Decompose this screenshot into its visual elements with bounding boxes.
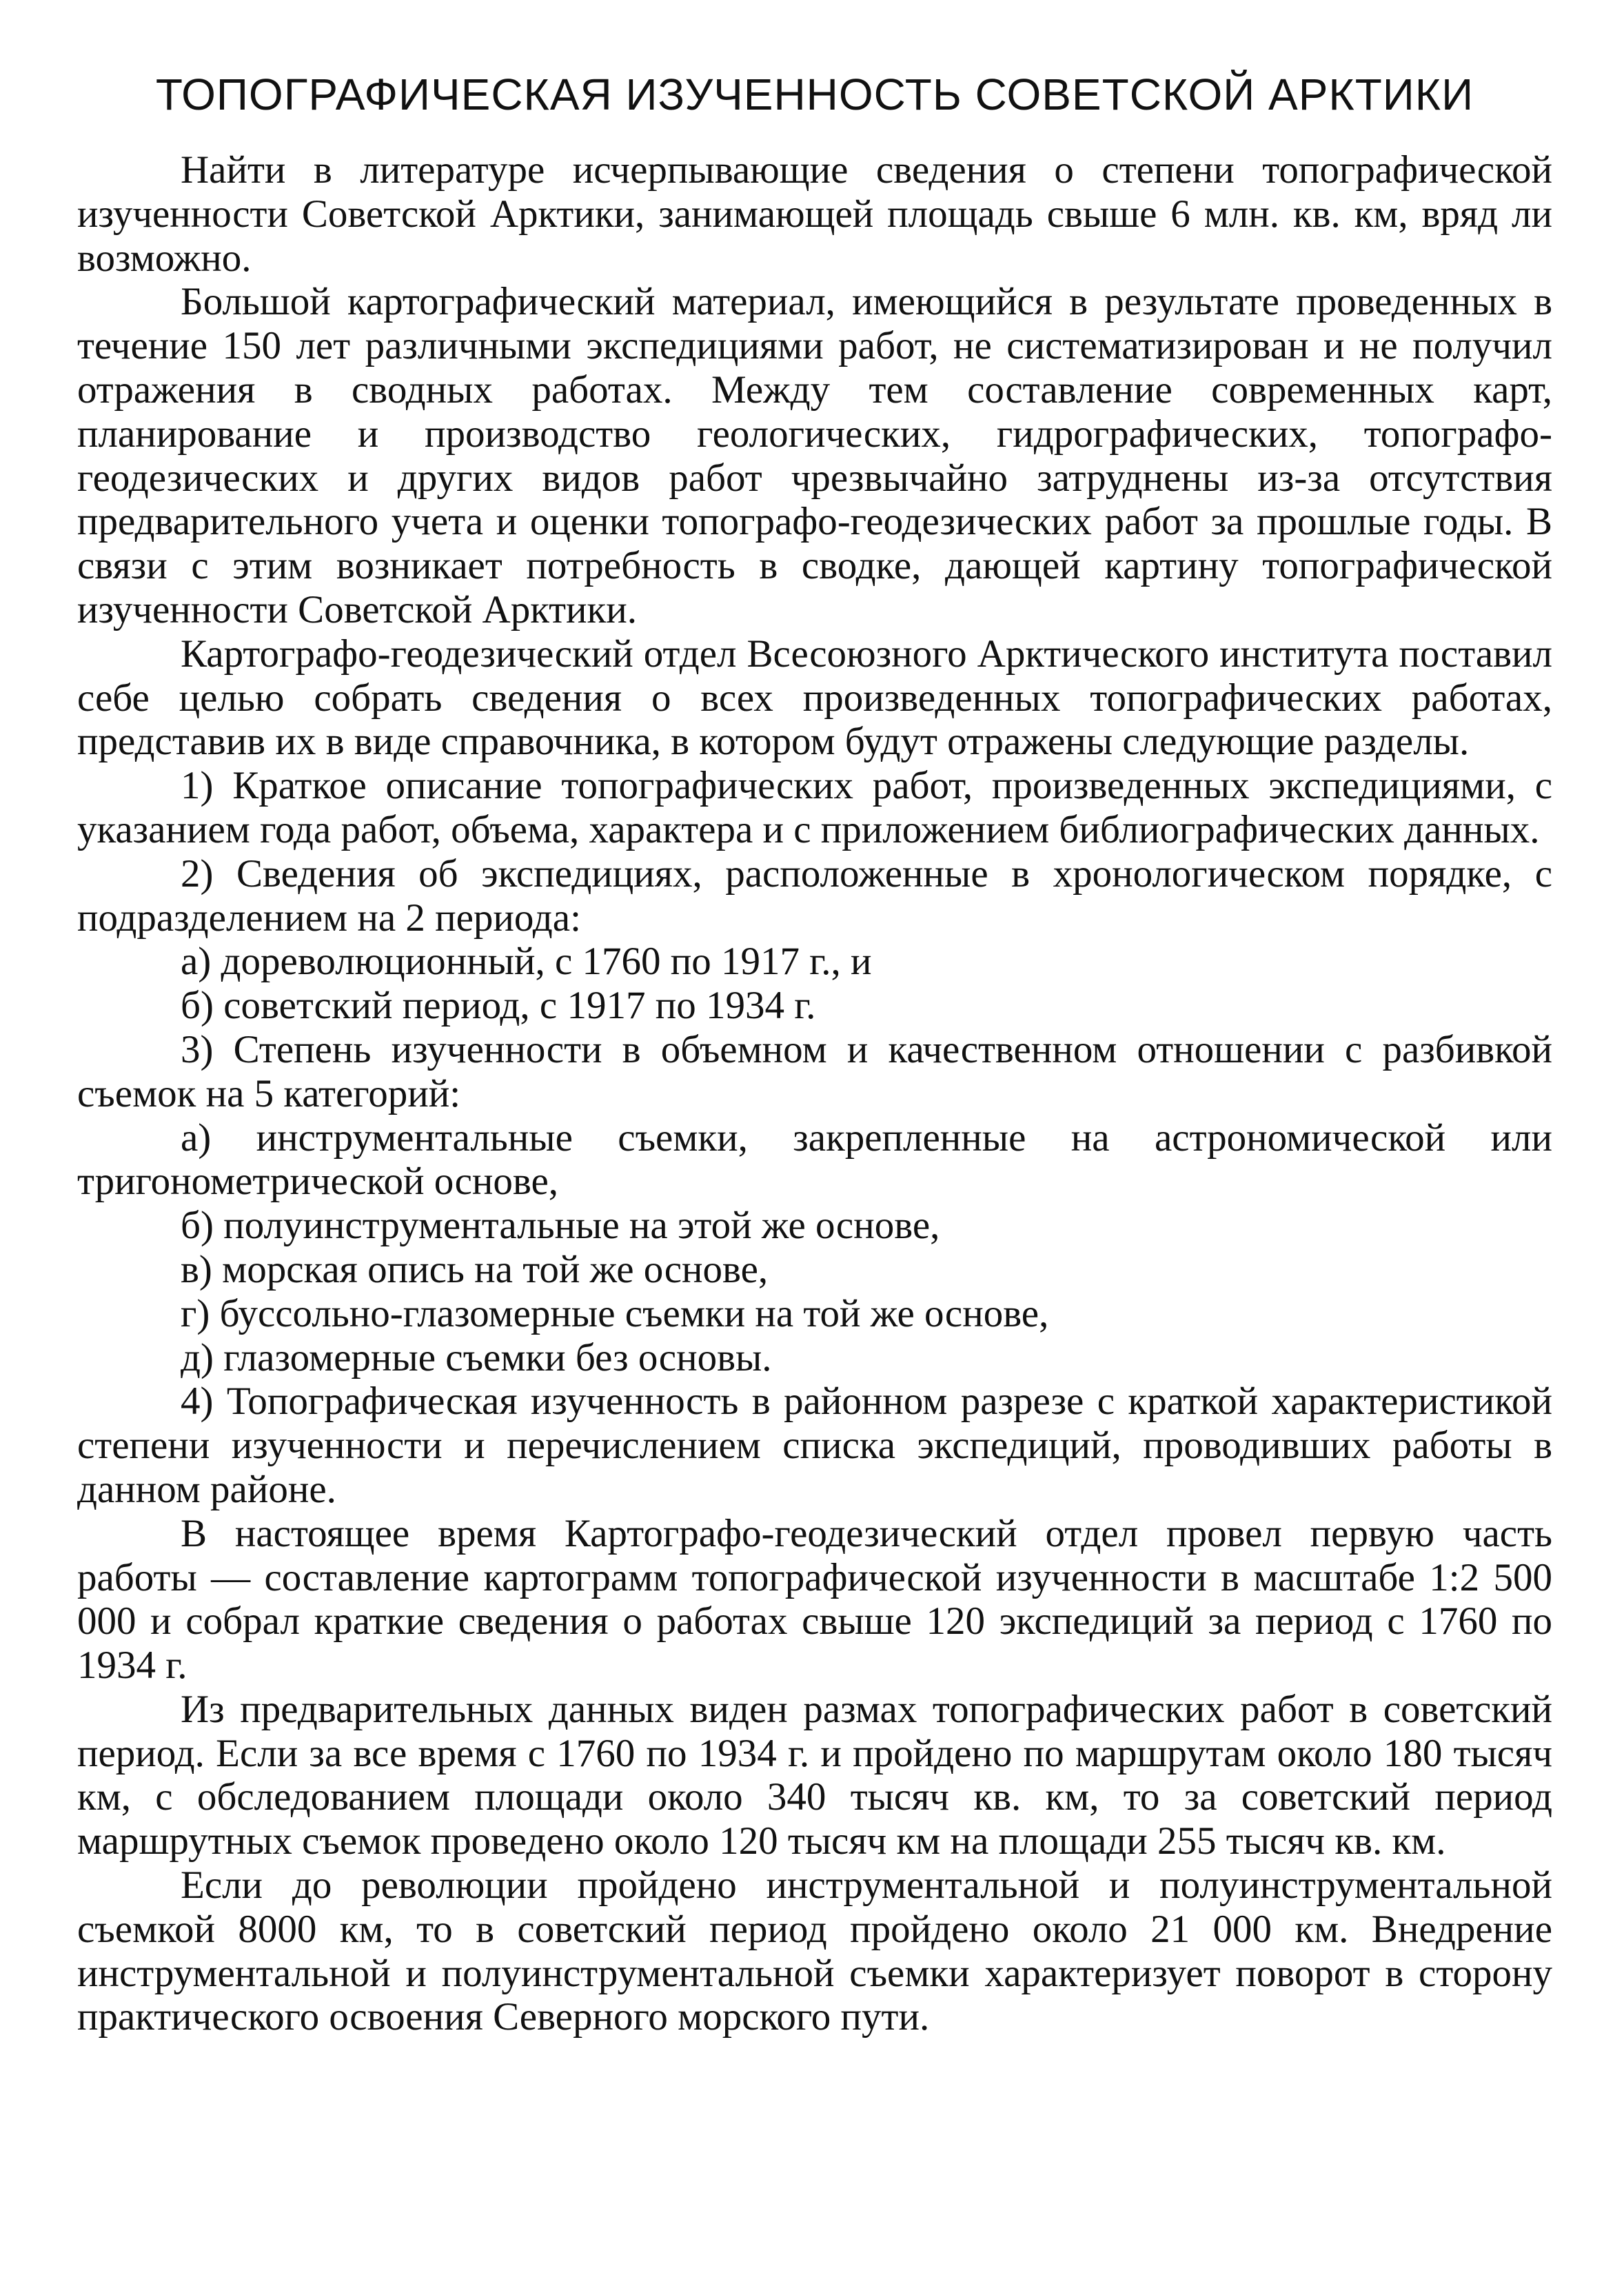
paragraph-intro: Найти в литературе исчерпывающие сведения о степени топографической изученности Советской Арктики, занимающей площадь свыше 6 млн. кв. км, вряд ли возможно. <box>77 148 1552 280</box>
list-item-3d: г) буссольно-глазомерные съемки на той же основе, <box>181 1291 1049 1335</box>
list-item-1: 1) Краткое описание топографических работ, произведенных экспедициями, с указанием года работ, объема, характера и с приложением библиографических данных. <box>77 764 1552 851</box>
paragraph-material: Большой картографический материал, имеющийся в результате проведенных в течение 150 лет различными экспедициями работ, не систематизирован и не получил отражения в сводных работах. Между тем составление современных карт, планирование и производство геологических, гидрографических, топографо-геодезических и других видов работ чрезвычайно затруднены из-за отсутствия предварительного учета и оценки топографо-геодезических работ за прошлые годы. В связи с этим возникает потребность в сводке, дающей картину топографической изученности Советской Арктики. <box>77 280 1552 631</box>
paragraph-current-progress: В настоящее время Картографо-геодезический отдел провел первую часть работы — составление картограмм топографической изученности в масштабе 1:2 500 000 и собрал краткие сведения о работах свыше 120 экспедиций за период с 1760 по 1934 г. <box>77 1511 1552 1688</box>
document-body <box>77 148 1552 2039</box>
page-title: ТОПОГРАФИЧЕСКАЯ ИЗУЧЕННОСТЬ СОВЕТСКОЙ АРКТИКИ <box>155 70 1474 119</box>
list-item-2b: б) советский период, с 1917 по 1934 г. <box>181 984 816 1028</box>
list-item-3c: в) морская опись на той же основе, <box>181 1247 769 1291</box>
list-item-4: 4) Топографическая изученность в районном разрезе с краткой характеристикой степени изученности и перечислением списка экспедиций, проводивших работы в данном районе. <box>77 1379 1552 1511</box>
list-item-3e: д) глазомерные съемки без основы. <box>181 1335 772 1379</box>
list-item-2a: а) дореволюционный, с 1760 по 1917 г., и <box>181 940 872 984</box>
list-item-3a: а) инструментальные съемки, закрепленные на астрономической или тригонометрической основе, <box>77 1115 1552 1204</box>
list-item-3b: б) полуинструментальные на этой же основе, <box>181 1204 940 1248</box>
paragraph-department-goal: Картографо-геодезический отдел Всесоюзного Арктического института поставил себе целью собрать сведения о всех произведенных топографических работах, представив их в виде справочника, в котором будут отражены следующие разделы. <box>77 631 1552 764</box>
list-item-2: 2) Сведения об экспедициях, расположенные в хронологическом порядке, с подразделением на 2 периода: <box>77 851 1552 940</box>
list-item-3: 3) Степень изученности в объемном и качественном отношении с разбивкой съемок на 5 категорий: <box>77 1027 1552 1115</box>
paragraph-conclusion: Если до революции пройдено инструментальной и полуинструментальной съемкой 8000 км, то в советский период пройдено около 21 000 км. Внедрение инструментальной и полуинструментальной съемки характеризует поворот в сторону практического освоения Северного морского пути. <box>77 1863 1552 2039</box>
paragraph-preliminary-data: Из предварительных данных виден размах топографических работ в советский период. Если за все время с 1760 по 1934 г. и пройдено по маршрутам около 180 тысяч км, с обследованием площади около 340 тысяч кв. км, то за советский период маршрутных съемок проведено около 120 тысяч км на площади 255 тысяч кв. км. <box>77 1687 1552 1863</box>
